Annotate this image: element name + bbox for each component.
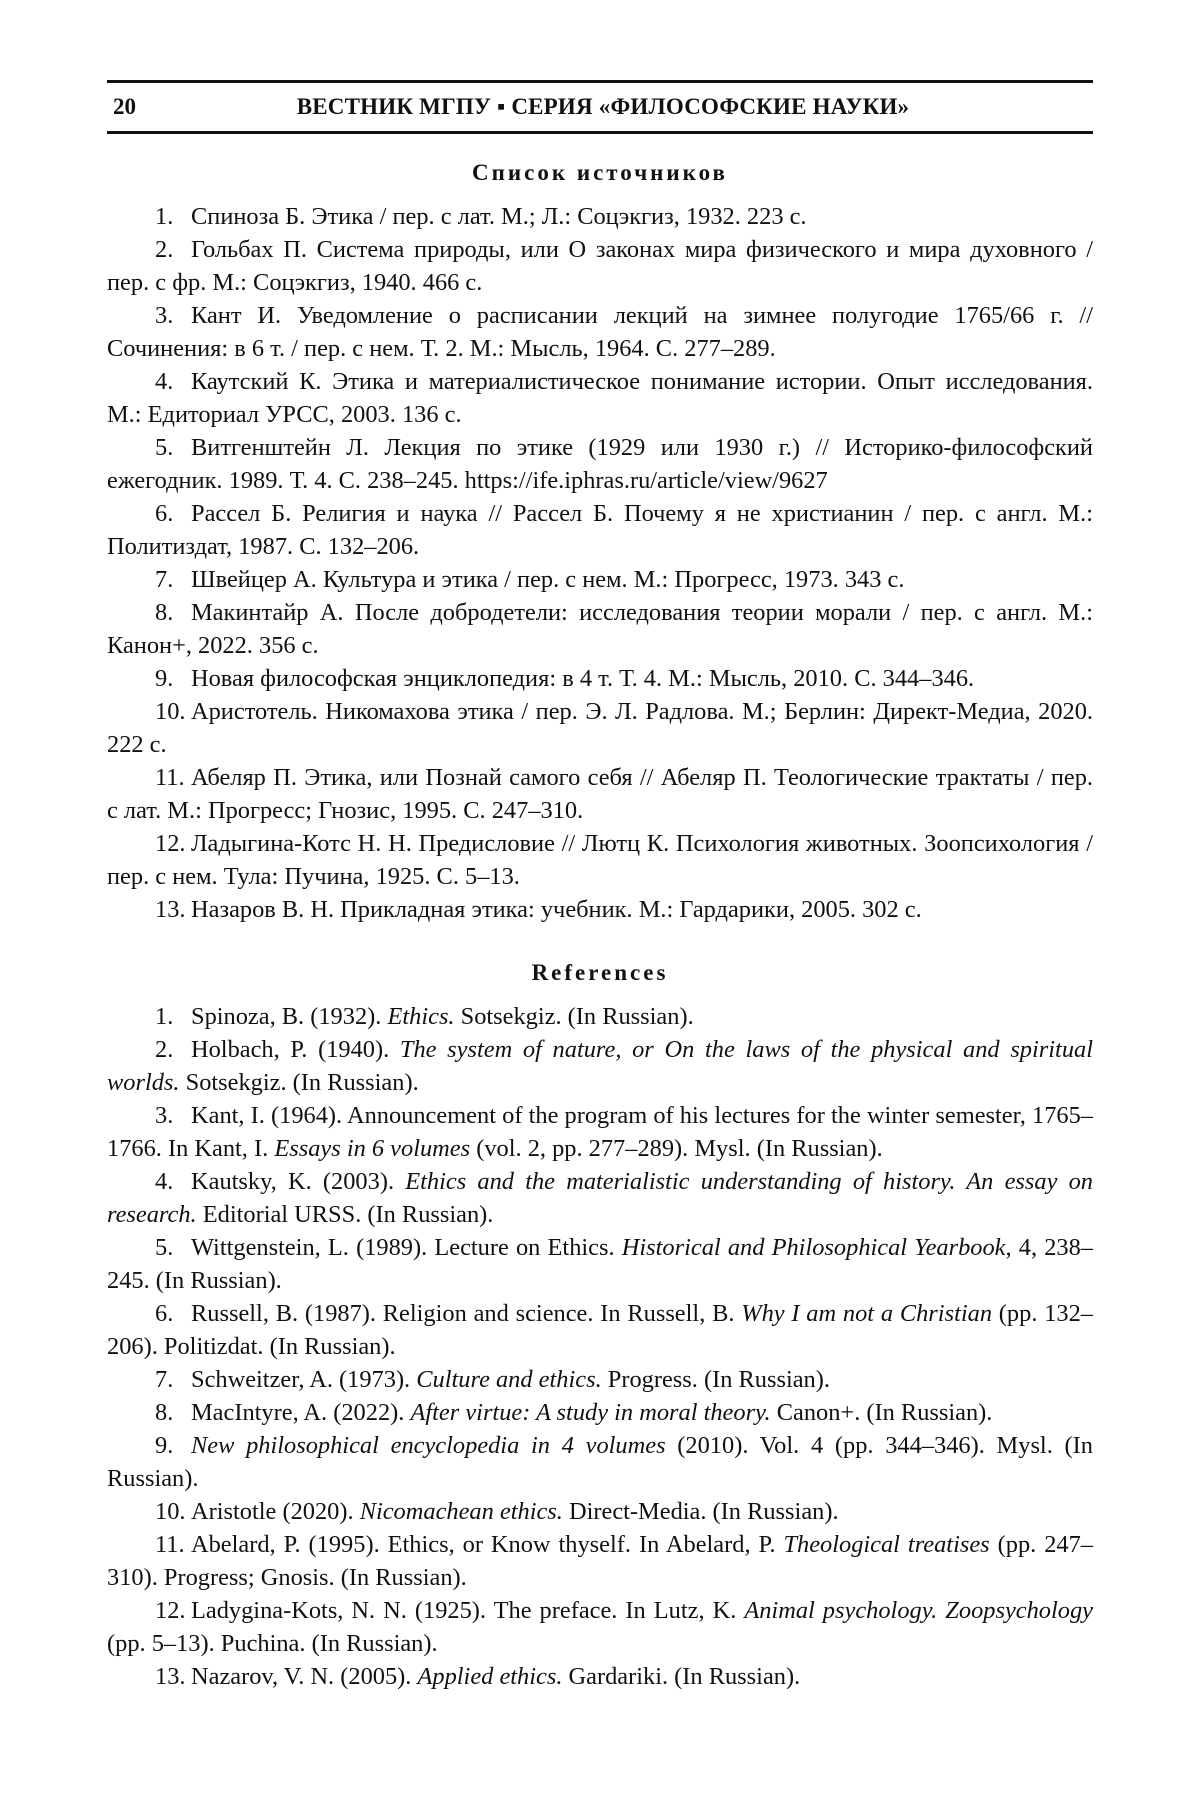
source-item bbox=[107, 596, 1093, 662]
reference-item bbox=[107, 1297, 1093, 1363]
reference-text-tail: (pp. 5–13). Puchina. (In Russian). bbox=[107, 1630, 438, 1657]
source-item bbox=[107, 365, 1093, 431]
reference-text-tail: (vol. 2, pp. 277–289). Mysl. (In Russian). bbox=[470, 1135, 883, 1162]
reference-title-italic: Essays in 6 volumes bbox=[274, 1135, 470, 1162]
reference-text: Wittgenstein, L. (1989). Lecture on Ethics. bbox=[191, 1234, 622, 1261]
reference-text-tail: Progress. (In Russian). bbox=[602, 1366, 830, 1393]
reference-text-tail: Editorial URSS. (In Russian). bbox=[197, 1201, 494, 1228]
journal-title: ВЕСТНИК МГПУ ▪ СЕРИЯ «ФИЛОСОФСКИЕ НАУКИ» bbox=[173, 94, 1093, 120]
sources-list bbox=[107, 200, 1093, 926]
source-text: Каутский К. Этика и материалистическое понимание истории. Опыт исследования. М.: Едиториал УРСС, 2003. 136 с. bbox=[107, 368, 1093, 428]
page bbox=[107, 80, 1093, 1693]
reference-text: MacIntyre, A. (2022). bbox=[191, 1399, 410, 1426]
reference-title-italic: Animal psychology. Zoopsychology bbox=[744, 1597, 1093, 1624]
reference-text: Holbach, P. (1940). bbox=[191, 1036, 400, 1063]
reference-title-italic: The system of nature, or On the laws of the physical and spiritual worlds. bbox=[107, 1036, 1093, 1096]
reference-number: 2. bbox=[155, 1033, 191, 1066]
reference-number: 10. bbox=[155, 1495, 191, 1528]
source-text: Макинтайр А. После добродетели: исследования теории морали / пер. с англ. М.: Канон+, 2022. 356 с. bbox=[107, 599, 1093, 659]
reference-item bbox=[107, 1528, 1093, 1594]
reference-item bbox=[107, 1099, 1093, 1165]
source-text: Новая философская энциклопедия: в 4 т. Т. 4. М.: Мысль, 2010. С. 344–346. bbox=[191, 665, 974, 692]
source-number: 13. bbox=[155, 893, 191, 926]
source-text: Назаров В. Н. Прикладная этика: учебник. М.: Гардарики, 2005. 302 с. bbox=[191, 896, 922, 923]
reference-title-italic: Ethics and the materialistic understanding of history. An essay on research. bbox=[107, 1168, 1093, 1228]
source-number: 11. bbox=[155, 761, 191, 794]
reference-item bbox=[107, 1396, 1093, 1429]
reference-title-italic: Theological treatises bbox=[783, 1531, 989, 1558]
source-number: 3. bbox=[155, 299, 191, 332]
reference-number: 9. bbox=[155, 1429, 191, 1462]
reference-number: 3. bbox=[155, 1099, 191, 1132]
source-item bbox=[107, 761, 1093, 827]
reference-text-tail: (pp. 247–310). Progress; Gnosis. (In Russian). bbox=[107, 1531, 1093, 1591]
reference-item bbox=[107, 1033, 1093, 1099]
source-number: 5. bbox=[155, 431, 191, 464]
reference-text: Spinoza, B. (1932). bbox=[191, 1003, 387, 1030]
reference-number: 6. bbox=[155, 1297, 191, 1330]
reference-text-tail: (pp. 132–206). Politizdat. (In Russian). bbox=[107, 1300, 1093, 1360]
reference-number: 12. bbox=[155, 1594, 191, 1627]
reference-number: 4. bbox=[155, 1165, 191, 1198]
source-item bbox=[107, 827, 1093, 893]
reference-item bbox=[107, 1660, 1093, 1693]
source-number: 6. bbox=[155, 497, 191, 530]
source-item bbox=[107, 233, 1093, 299]
reference-number: 8. bbox=[155, 1396, 191, 1429]
references-list bbox=[107, 1000, 1093, 1693]
source-item bbox=[107, 200, 1093, 233]
reference-item bbox=[107, 1429, 1093, 1495]
source-text: Рассел Б. Религия и наука // Рассел Б. Почему я не христианин / пер. с англ. М.: Политиздат, 1987. С. 132–206. bbox=[107, 500, 1093, 560]
reference-title-italic: New philosophical encyclopedia in 4 volumes bbox=[191, 1432, 666, 1459]
reference-number: 1. bbox=[155, 1000, 191, 1033]
reference-number: 13. bbox=[155, 1660, 191, 1693]
reference-text: Ladygina-Kots, N. N. (1925). The preface. In Lutz, K. bbox=[191, 1597, 744, 1624]
source-item bbox=[107, 497, 1093, 563]
source-text: Абеляр П. Этика, или Познай самого себя // Абеляр П. Теологические трактаты / пер. с лат. М.: Прогресс; Гнозис, 1995. С. 247–310. bbox=[107, 764, 1093, 824]
source-item bbox=[107, 695, 1093, 761]
reference-number: 7. bbox=[155, 1363, 191, 1396]
source-number: 1. bbox=[155, 200, 191, 233]
source-text: Гольбах П. Система природы, или О законах мира физического и мира духовного / пер. с фр. М.: Соцэкгиз, 1940. 466 с. bbox=[107, 236, 1093, 296]
reference-text: Aristotle (2020). bbox=[191, 1498, 360, 1525]
reference-title-italic: After virtue: A study in moral theory. bbox=[410, 1399, 770, 1426]
reference-title-italic: Culture and ethics. bbox=[416, 1366, 601, 1393]
page-number: 20 bbox=[107, 94, 173, 120]
reference-item bbox=[107, 1495, 1093, 1528]
reference-title-italic: Applied ethics. bbox=[417, 1663, 562, 1690]
source-text: Спиноза Б. Этика / пер. с лат. М.; Л.: Соцэкгиз, 1932. 223 с. bbox=[191, 203, 807, 230]
source-text: Ладыгина-Котс Н. Н. Предисловие // Лютц К. Психология животных. Зоопсихология / пер. с нем. Тула: Пучина, 1925. С. 5–13. bbox=[107, 830, 1093, 890]
references-heading: References bbox=[107, 960, 1093, 986]
source-item bbox=[107, 563, 1093, 596]
reference-text: Schweitzer, A. (1973). bbox=[191, 1366, 416, 1393]
reference-item bbox=[107, 1165, 1093, 1231]
reference-title-italic: Ethics. bbox=[387, 1003, 454, 1030]
header-bottom-rule bbox=[107, 131, 1093, 134]
source-text: Витгенштейн Л. Лекция по этике (1929 или 1930 г.) // Историко-философский ежегодник. 1989. Т. 4. С. 238–245. https://ife.iphras.ru/article/view/9627 bbox=[107, 434, 1093, 494]
reference-number: 5. bbox=[155, 1231, 191, 1264]
source-text: Аристотель. Никомахова этика / пер. Э. Л. Радлова. М.; Берлин: Директ-Медиа, 2020. 222 с. bbox=[107, 698, 1093, 758]
source-number: 8. bbox=[155, 596, 191, 629]
reference-item bbox=[107, 1231, 1093, 1297]
reference-text-tail: Gardariki. (In Russian). bbox=[562, 1663, 800, 1690]
reference-text-tail: Canon+. (In Russian). bbox=[771, 1399, 993, 1426]
reference-number: 11. bbox=[155, 1528, 191, 1561]
running-header bbox=[107, 83, 1093, 131]
reference-title-italic: Nicomachean ethics. bbox=[360, 1498, 563, 1525]
source-number: 7. bbox=[155, 563, 191, 596]
source-text: Швейцер А. Культура и этика / пер. с нем. М.: Прогресс, 1973. 343 с. bbox=[191, 566, 904, 593]
source-number: 12. bbox=[155, 827, 191, 860]
reference-item bbox=[107, 1000, 1093, 1033]
reference-text: Kant, I. (1964). Announcement of the program of his lectures for the winter semester, 1765–1766. In Kant, I. bbox=[107, 1102, 1093, 1162]
reference-text-tail: Direct-Media. (In Russian). bbox=[563, 1498, 839, 1525]
source-item bbox=[107, 431, 1093, 497]
source-item bbox=[107, 299, 1093, 365]
source-item bbox=[107, 662, 1093, 695]
sources-heading: Список источников bbox=[107, 160, 1093, 186]
reference-text-tail: Sotsekgiz. (In Russian). bbox=[455, 1003, 694, 1030]
reference-text: Kautsky, K. (2003). bbox=[191, 1168, 405, 1195]
source-number: 9. bbox=[155, 662, 191, 695]
source-number: 10. bbox=[155, 695, 191, 728]
reference-title-italic: Historical and Philosophical Yearbook bbox=[622, 1234, 1006, 1261]
reference-item bbox=[107, 1363, 1093, 1396]
source-item bbox=[107, 893, 1093, 926]
reference-text-tail: Sotsekgiz. (In Russian). bbox=[180, 1069, 419, 1096]
reference-item bbox=[107, 1594, 1093, 1660]
reference-title-italic: Why I am not a Christian bbox=[741, 1300, 992, 1327]
source-text: Кант И. Уведомление о расписании лекций на зимнее полугодие 1765/66 г. // Сочинения: в 6 т. / пер. с нем. Т. 2. М.: Мысль, 1964. С. 277–289. bbox=[107, 302, 1093, 362]
reference-text: Nazarov, V. N. (2005). bbox=[191, 1663, 417, 1690]
reference-text-tail: (2010). Vol. 4 (pp. 344–346). Mysl. (In Russian). bbox=[107, 1432, 1093, 1492]
source-number: 2. bbox=[155, 233, 191, 266]
reference-text: Abelard, P. (1995). Ethics, or Know thyself. In Abelard, P. bbox=[191, 1531, 783, 1558]
reference-text-tail: , 4, 238–245. (In Russian). bbox=[107, 1234, 1093, 1294]
source-number: 4. bbox=[155, 365, 191, 398]
reference-text: Russell, B. (1987). Religion and science. In Russell, B. bbox=[191, 1300, 741, 1327]
